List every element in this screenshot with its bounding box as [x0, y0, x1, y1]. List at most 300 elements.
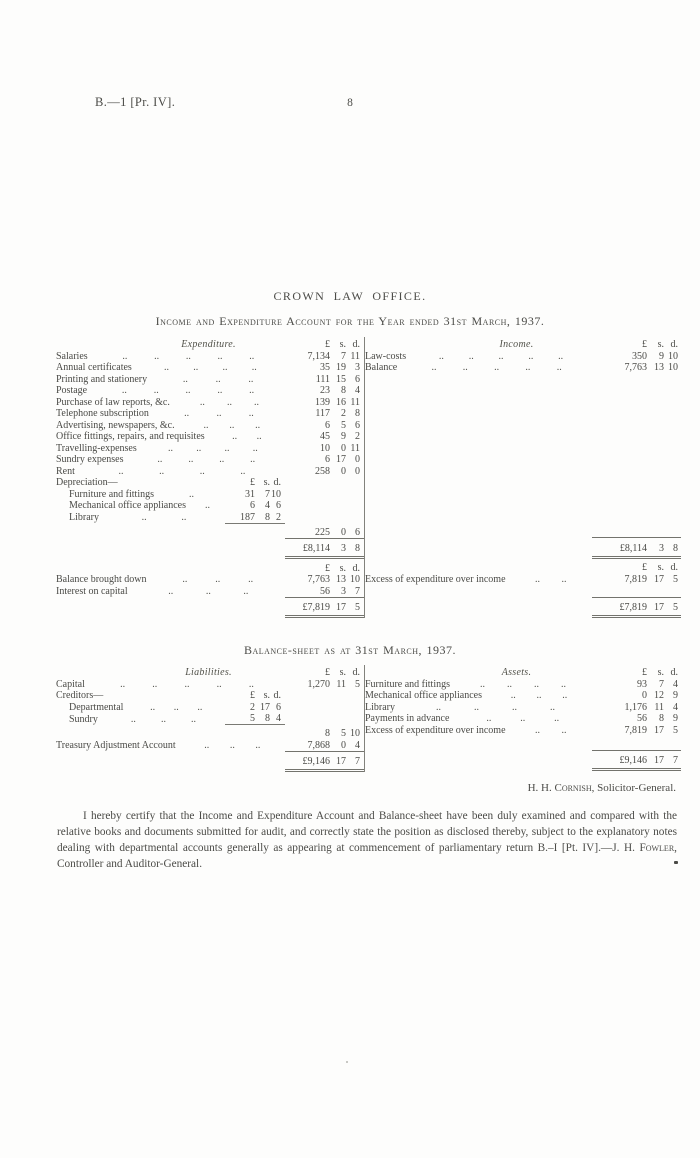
dot-group: ..: [184, 408, 190, 419]
amount-pence: 10: [668, 362, 678, 373]
row-label-text: Excess of expenditure over income: [365, 573, 506, 585]
amount-shillings: 13: [336, 574, 347, 585]
amount-shillings: [330, 511, 346, 523]
dot-group: ..: [204, 740, 210, 751]
amount-pence: 11: [350, 442, 361, 454]
amount-pounds: [285, 477, 330, 489]
row-label-text: Salaries: [56, 350, 88, 362]
account-row: [56, 585, 364, 597]
balance-sheet: [56, 665, 681, 772]
row-label: [56, 678, 285, 690]
amount-pounds: 7,819: [624, 573, 647, 585]
amount-pence: 0: [355, 454, 361, 465]
blank-cell: [56, 538, 285, 558]
account-row: [365, 701, 681, 713]
total-amount-pence: 8: [346, 538, 364, 558]
row-label: [365, 701, 592, 713]
row-label: [56, 442, 285, 454]
row-label: [56, 690, 225, 702]
amount-pence: 4: [673, 701, 678, 713]
dot-group: ..: [243, 586, 249, 597]
money-header-pounds: £: [325, 667, 331, 678]
dot-group: ..: [248, 678, 254, 690]
dot-leader: [414, 351, 588, 362]
page-number: 8: [347, 97, 353, 109]
account-row: [365, 538, 681, 558]
money-header-pence: d.: [670, 667, 678, 678]
account-row: [56, 739, 364, 751]
dot-group: ..: [255, 740, 261, 751]
sub-amount-shillings: 8: [265, 713, 270, 724]
sub-rule-shillings: [255, 523, 270, 538]
sub-amount-pence: 4: [276, 713, 282, 724]
amount-pence: 10: [350, 574, 361, 585]
dot-group: ..: [468, 350, 474, 362]
certification-text: I hereby certify that the Income and Expenditure Account and Balance-sheet have been duly examined and compared with the relative books and documents submitted for audit, and correctly state the position as disclosed thereby, subject to the explanatory notes dealing with departmental accounts generally as appearing at commencement of parliamentary return B.–I [Pt. IV].—J. H.: [57, 810, 677, 854]
dot-leader: [155, 374, 281, 385]
column-heading: Expenditure.: [181, 339, 236, 350]
dot-group: ..: [215, 574, 221, 585]
account-row: [56, 500, 364, 512]
amount-pounds: 350: [632, 350, 647, 362]
account-row: [56, 538, 364, 558]
column-heading: Income.: [499, 339, 534, 350]
subtotal-amount-pounds: 8: [325, 728, 331, 739]
dot-group: ..: [250, 454, 256, 465]
row-label-text: Capital: [56, 678, 85, 690]
amount-pounds: 7,819: [624, 724, 647, 736]
amount-shillings: 3: [341, 585, 347, 597]
row-label: [56, 362, 285, 374]
row-label: [56, 523, 225, 538]
amount-pounds: 6: [325, 454, 331, 465]
total-amount-pence: 5: [346, 597, 364, 617]
sub-rule-pounds: [225, 725, 255, 740]
sub-amount-pence: 6: [276, 701, 282, 713]
sub-amount-pence: 2: [276, 511, 282, 523]
dot-group: ..: [436, 701, 441, 713]
dot-group: ..: [254, 396, 259, 408]
account-row: [365, 373, 681, 538]
amount-pence: [346, 713, 364, 725]
row-label-text: Balance: [365, 362, 398, 373]
row-label: [56, 396, 285, 408]
dot-group: ..: [222, 362, 228, 373]
dot-group: ..: [141, 512, 147, 523]
dot-group: ..: [164, 362, 170, 373]
money-header-pounds: £: [642, 667, 647, 678]
amount-pence: 9: [673, 690, 678, 701]
dot-group: ..: [229, 419, 235, 431]
amount-shillings: 8: [659, 713, 664, 724]
money-header-pounds: £: [642, 562, 647, 573]
expenditure-column: [56, 337, 364, 618]
dot-group: ..: [219, 454, 225, 465]
dot-group: ..: [251, 362, 257, 373]
amount-pounds: 45: [320, 431, 331, 442]
account-row: [56, 690, 364, 702]
dot-leader: [106, 714, 221, 725]
amount-pounds: 117: [315, 408, 331, 419]
dot-group: ..: [248, 574, 254, 585]
row-label: [56, 739, 285, 751]
dot-group: ..: [193, 362, 199, 373]
sub-rule-pounds: [225, 523, 255, 538]
account-row: [56, 725, 364, 740]
dot-leader: [403, 702, 588, 713]
dot-group: ..: [154, 350, 160, 362]
dot-leader: [107, 512, 221, 523]
total-amount-pounds: £8,114: [592, 538, 647, 558]
amount-pence: [346, 511, 364, 523]
total-amount-pence: 8: [664, 538, 681, 558]
row-label: [56, 465, 285, 477]
dot-group: ..: [159, 465, 165, 477]
amount-pence: 4: [355, 739, 361, 751]
sub-amount-shillings: 4: [265, 500, 270, 511]
dot-group: ..: [181, 512, 187, 523]
amount-shillings: 12: [654, 690, 664, 701]
dot-leader: [157, 408, 281, 419]
row-label-text: Annual certificates: [56, 362, 132, 373]
row-label: [56, 385, 285, 397]
amount-pounds: 258: [315, 465, 331, 477]
account-row: [365, 362, 681, 374]
amount-shillings: 8: [341, 385, 347, 396]
amount-shillings: 17: [654, 724, 664, 736]
amount-pence: 8: [355, 408, 361, 419]
blank-cell: [56, 558, 285, 574]
dot-leader: [96, 351, 281, 362]
account-row: [56, 442, 364, 454]
dot-leader: [93, 679, 281, 690]
dot-group: ..: [561, 573, 567, 585]
subtotal-amount-shillings: 5: [341, 728, 347, 739]
amount-shillings: 9: [341, 431, 347, 442]
amount-pounds: 0: [642, 690, 647, 701]
money-header-pence: d.: [352, 562, 361, 574]
row-label: [56, 454, 285, 466]
dot-group: ..: [556, 362, 562, 373]
amount-shillings: 16: [336, 396, 347, 408]
total-amount-pounds: £9,146: [285, 751, 330, 771]
account-subtitle: Income and Expenditure Account for the Year ended 31st March, 1937.: [155, 314, 545, 328]
dot-group: ..: [520, 713, 526, 724]
row-label: [365, 573, 592, 585]
amount-shillings: [330, 690, 346, 702]
column-heading-cell: [56, 337, 285, 350]
total-amount-shillings: 3: [647, 538, 664, 558]
amount-shillings: 0: [341, 739, 347, 751]
dot-group: ..: [226, 396, 232, 408]
account-row: [56, 523, 364, 538]
amount-shillings: [330, 701, 346, 713]
money-header-pence: d.: [352, 339, 361, 350]
money-header-pounds: £: [642, 339, 647, 350]
amount-pounds: [285, 701, 330, 713]
blank-cell: [365, 538, 592, 558]
row-label-text: Departmental: [69, 701, 124, 713]
amount-shillings: 7: [659, 678, 664, 690]
signatory-name: Cornish: [554, 782, 592, 794]
row-label-text: Rent: [56, 465, 75, 477]
dot-group: ..: [122, 350, 128, 362]
amount-pounds: [285, 511, 330, 523]
row-label: [365, 362, 592, 374]
amount-shillings: 11: [654, 701, 664, 713]
row-label: [56, 431, 285, 443]
amount-pence: [346, 488, 364, 500]
account-row: [365, 713, 681, 725]
amount-pounds: 35: [320, 362, 331, 373]
dot-group: ..: [185, 385, 191, 396]
dot-leader: [490, 690, 588, 701]
column-heading-cell: [56, 665, 285, 678]
row-label: [56, 408, 285, 420]
row-label-text: Interest on capital: [56, 586, 128, 597]
amount-pence: 6: [355, 419, 361, 431]
dot-group: ..: [152, 678, 158, 690]
row-label-text: Library: [365, 701, 395, 713]
amount-pounds: 7,134: [307, 350, 331, 362]
account-row: [56, 396, 364, 408]
row-label-text: Library: [69, 512, 99, 523]
row-label-text: Purchase of law reports, &c.: [56, 396, 170, 408]
column-header-row: [365, 665, 681, 678]
amount-pence: 5: [673, 724, 678, 736]
column-heading-cell: [365, 337, 592, 350]
dot-group: ..: [199, 396, 205, 408]
blank-cell: [56, 597, 285, 617]
account-row: [56, 373, 364, 385]
sub-amount-pounds: 187: [240, 511, 255, 523]
row-label: [56, 511, 225, 523]
amount-pounds: 1,270: [307, 678, 331, 690]
account-row: [365, 573, 681, 585]
row-label-text: Furniture and fittings: [69, 488, 154, 500]
dot-group: ..: [486, 713, 492, 724]
ink-speck: [346, 1061, 348, 1063]
account-row: [365, 557, 681, 573]
total-amount-shillings: 3: [330, 538, 346, 558]
dot-group: ..: [562, 690, 568, 701]
document-reference: B.—1 [Pr. IV].: [95, 95, 176, 109]
amount-pounds: 111: [315, 373, 331, 385]
account-row: [365, 750, 681, 770]
account-row: [56, 488, 364, 500]
dot-group: ..: [255, 419, 261, 431]
sub-amount-pounds: 6: [250, 500, 255, 511]
dot-group: ..: [189, 488, 194, 500]
total-amount-shillings: 17: [330, 751, 346, 771]
amount-shillings: [330, 713, 346, 725]
row-label-text: Printing and stationery: [56, 373, 148, 385]
amount-pounds: 139: [315, 396, 331, 408]
account-row: [56, 465, 364, 477]
amount-pence: [346, 690, 364, 702]
sub-amount-shillings: 8: [265, 511, 270, 523]
total-amount-shillings: 17: [330, 597, 346, 617]
money-header-pence: d.: [670, 339, 678, 350]
dot-leader: [136, 586, 281, 597]
dot-group: ..: [216, 408, 222, 419]
row-label: [365, 678, 592, 690]
row-label-text: Mechanical office appliances: [69, 500, 186, 511]
amount-pence: 4: [673, 678, 678, 690]
blank-cell: [365, 597, 592, 617]
sub-amount-shillings: 7: [265, 488, 270, 500]
dot-group: ..: [199, 465, 205, 477]
money-header-shillings: s.: [339, 339, 347, 350]
dot-group: ..: [248, 408, 254, 419]
account-row: [365, 690, 681, 702]
certification-paragraph: [57, 809, 677, 873]
account-row: [365, 678, 681, 690]
dot-group: ..: [550, 701, 555, 713]
subtotal-amount-pence: 10: [350, 728, 361, 739]
ink-speck: [674, 861, 678, 864]
dot-group: ..: [507, 678, 512, 690]
dot-group: ..: [216, 678, 222, 690]
column-heading: Liabilities.: [185, 667, 232, 678]
amount-shillings: 7: [341, 350, 347, 362]
account-row: [56, 477, 364, 489]
account-row: [56, 701, 364, 713]
amount-shillings: 9: [659, 350, 664, 362]
row-label: [56, 488, 225, 500]
money-header-shillings: s.: [263, 477, 270, 488]
dot-group: ..: [561, 678, 566, 690]
amount-pounds: 56: [637, 713, 647, 724]
amount-pence: [346, 701, 364, 713]
amount-pounds: [285, 713, 330, 725]
dot-group: ..: [196, 442, 202, 454]
income-column: [365, 337, 681, 618]
dot-group: ..: [240, 465, 246, 477]
total-amount-pounds: £7,819: [592, 597, 647, 617]
row-label-text: Payments in advance: [365, 713, 450, 724]
dot-leader: [405, 362, 588, 373]
row-label-text: Law-costs: [365, 350, 407, 362]
dot-leader: [162, 489, 221, 500]
amount-shillings: 0: [341, 442, 347, 454]
dot-group: ..: [160, 713, 166, 725]
account-row: [56, 350, 364, 362]
row-label-text: Travelling-expenses: [56, 442, 137, 454]
account-row: [56, 597, 364, 617]
dot-group: ..: [525, 362, 531, 373]
dot-group: ..: [197, 701, 203, 713]
amount-shillings: [330, 488, 346, 500]
dot-group: ..: [215, 373, 221, 385]
subtotal-amount-shillings: 0: [341, 526, 347, 538]
amount-pounds: 7,763: [307, 574, 331, 585]
account-row: [56, 362, 364, 374]
row-label: [365, 724, 592, 736]
total-amount-pence: 7: [346, 751, 364, 771]
account-row: [56, 678, 364, 690]
row-label-text: Furniture and fittings: [365, 678, 450, 690]
amount-pence: 4: [355, 385, 361, 396]
total-amount-pence: 7: [664, 750, 681, 770]
dot-group: ..: [528, 350, 534, 362]
dot-group: ..: [203, 419, 209, 431]
sub-amount-pence: 10: [271, 488, 282, 500]
dot-group: ..: [118, 465, 124, 477]
dot-group: ..: [157, 454, 163, 465]
row-label-text: Office fittings, repairs, and requisites: [56, 431, 205, 442]
dot-group: ..: [153, 385, 159, 396]
row-label: [56, 701, 225, 713]
dot-leader: [194, 500, 221, 511]
sub-amount-pence: 6: [276, 500, 282, 511]
total-amount-shillings: 17: [647, 597, 664, 617]
dot-group: ..: [494, 362, 500, 373]
amount-pence: 7: [355, 585, 361, 597]
assets-column: [365, 665, 681, 772]
signature-suffix: , Solicitor-General.: [591, 782, 676, 794]
amount-shillings: [330, 500, 346, 512]
dot-group: ..: [224, 442, 230, 454]
money-header-shillings: s.: [263, 690, 270, 701]
amount-shillings: 15: [336, 373, 347, 385]
row-label-text: Telephone subscription: [56, 408, 149, 419]
sub-rule-pence: [270, 725, 285, 740]
blank-cell: [365, 750, 592, 770]
dot-group: ..: [121, 385, 127, 396]
dot-leader: [178, 397, 281, 408]
amount-pence: 6: [355, 373, 361, 385]
amount-shillings: [330, 477, 346, 489]
account-table: [365, 665, 681, 771]
dot-leader: [132, 454, 282, 465]
row-label: [56, 350, 285, 362]
amount-pence: 2: [355, 431, 361, 442]
dot-group: ..: [229, 740, 235, 751]
money-header-pounds: £: [250, 477, 255, 488]
dot-group: ..: [510, 690, 516, 701]
account-row: [56, 385, 364, 397]
money-header-pounds: £: [250, 690, 255, 701]
dot-leader: [145, 443, 281, 454]
row-label-text: Balance brought down: [56, 574, 147, 585]
dot-leader: [514, 574, 588, 585]
blank-cell: [56, 751, 285, 771]
dot-group: ..: [184, 678, 190, 690]
dot-leader: [457, 713, 588, 724]
money-header-pounds: £: [325, 562, 331, 574]
dot-group: ..: [480, 678, 485, 690]
dot-group: ..: [561, 724, 567, 736]
dot-leader: [140, 362, 281, 373]
amount-pence: 0: [355, 465, 361, 477]
row-label-text: Creditors—: [56, 690, 104, 701]
total-amount-pounds: £7,819: [285, 597, 330, 617]
amount-pence: 11: [350, 396, 361, 408]
account-row: [56, 408, 364, 420]
dot-leader: [184, 740, 281, 751]
money-header-shillings: s.: [657, 667, 664, 678]
account-row: [365, 585, 681, 598]
dot-group: ..: [535, 724, 540, 736]
row-label: [56, 574, 285, 586]
amount-shillings: 13: [654, 362, 664, 373]
certification-text-end: , Controller and Auditor-General.: [57, 841, 677, 870]
dot-group: ..: [217, 385, 223, 396]
account-row: [56, 558, 364, 574]
amount-pounds: [285, 488, 330, 500]
amount-pence: 9: [673, 713, 678, 724]
